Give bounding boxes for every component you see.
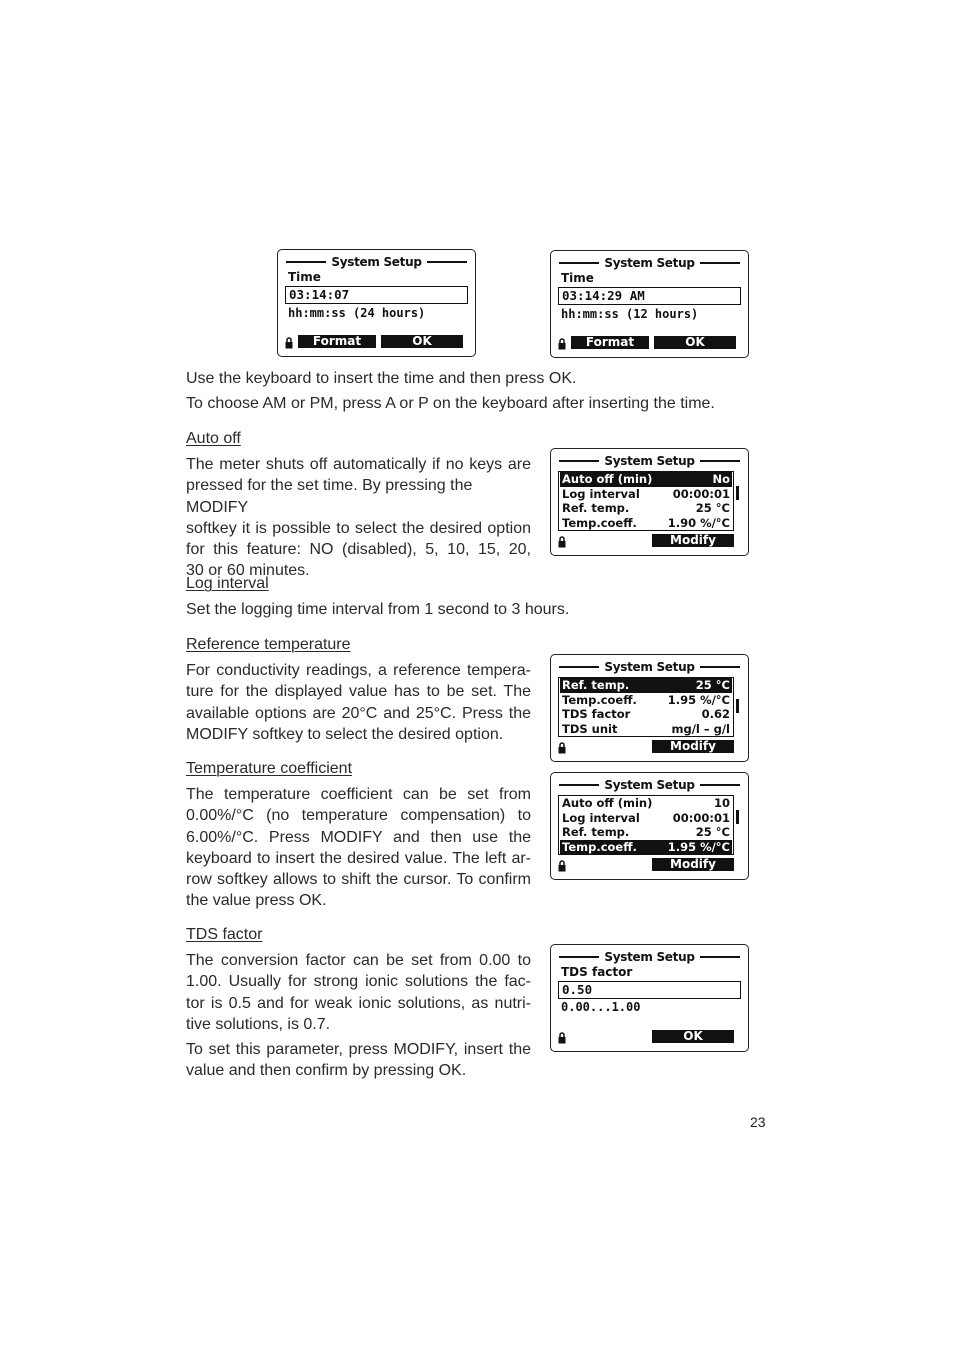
text-line: The meter shuts off automatically if no keys are [186, 456, 531, 473]
text-line: 1.00. Usually for strong ionic solutions the fac- [186, 973, 531, 991]
format-softkey[interactable]: Format [298, 335, 376, 348]
lcd-title: System Setup [604, 454, 695, 468]
text-line: value and then confirm by pressing OK. [186, 1062, 467, 1080]
list-item[interactable] [560, 501, 732, 516]
text-line: pressed for the set time. By pressing the MODIFY [186, 477, 473, 516]
lcd-temp-coeff [550, 772, 749, 880]
row-label: Temp.coeff. [562, 839, 637, 854]
lock-icon [558, 742, 566, 754]
text-line: 30 or 60 minutes. [186, 562, 310, 580]
row-value: mg/l – g/l [671, 721, 730, 736]
list-item[interactable] [560, 722, 732, 737]
list-item[interactable] [560, 825, 732, 840]
row-value: 1.90 %/°C [667, 515, 730, 530]
list-item[interactable] [560, 811, 732, 826]
lcd-field-label: Time [288, 270, 321, 284]
row-value: 25 °C [695, 825, 730, 840]
lcd-title: System Setup [604, 256, 695, 270]
row-label: Ref. temp. [562, 501, 630, 516]
row-label: Temp.coeff. [562, 692, 637, 707]
tds-factor-paragraph [186, 950, 531, 1035]
time-input[interactable]: 03:14:29 AM [558, 287, 741, 305]
lcd-title: System Setup [604, 660, 695, 674]
scrollbar [736, 486, 739, 500]
text-line: For conductivity readings, a reference tempera- [186, 662, 531, 679]
row-label: Auto off (min) [562, 796, 653, 810]
list-item[interactable] [560, 487, 732, 502]
lock-icon [285, 337, 293, 349]
text-line: the value press OK. [186, 892, 327, 910]
lock-icon [558, 536, 566, 548]
row-value: 00:00:01 [672, 486, 730, 501]
settings-list [558, 795, 734, 855]
text-line: The temperature coefficient can be set from [186, 786, 531, 803]
temp-coeff-paragraph [186, 784, 531, 912]
lcd-time-24h [277, 249, 476, 357]
lcd-field-label: Time [561, 271, 594, 285]
text-line: To set this parameter, press MODIFY, insert the [186, 1041, 531, 1058]
list-item[interactable] [560, 840, 732, 855]
text-line: row softkey allows to shift the cursor. To confirm [186, 871, 531, 889]
format-softkey[interactable]: Format [571, 336, 649, 349]
text-line: for this feature: NO (disabled), 5, 10, 15, 20, [186, 541, 531, 559]
format-hint: hh:mm:ss (12 hours) [561, 307, 699, 321]
modify-softkey[interactable]: Modify [652, 534, 734, 547]
row-label: Temp.coeff. [562, 515, 637, 530]
lock-icon [558, 1032, 566, 1044]
row-value: 10 [713, 796, 730, 810]
tds-factor-heading: TDS factor [186, 926, 263, 943]
row-label: Log interval [562, 810, 640, 825]
lock-icon [558, 338, 566, 350]
list-item[interactable] [560, 472, 732, 487]
text-line: softkey it is possible to select the desired option [186, 519, 531, 537]
lcd-auto-off [550, 448, 749, 556]
text-line: tive solutions, is 0.7. [186, 1015, 331, 1033]
row-value: No [712, 472, 730, 486]
row-value: 1.95 %/°C [667, 692, 730, 707]
time-instruction: Use the keyboard to insert the time and then press OK. [186, 370, 577, 387]
scrollbar [736, 699, 739, 713]
lcd-field-label: TDS factor [561, 965, 633, 979]
list-item[interactable] [560, 707, 732, 722]
text-line: 6.00%/°C. Press MODIFY and then use the [186, 828, 531, 846]
tds-factor-input[interactable]: 0.50 [558, 981, 741, 999]
range-hint: 0.00...1.00 [561, 1000, 641, 1014]
log-interval-heading: Log interval [186, 575, 269, 592]
tds-set-paragraph [186, 1039, 531, 1082]
list-item[interactable] [560, 678, 732, 693]
text-line: MODIFY softkey to select the desired option. [186, 725, 504, 743]
am-pm-instruction: To choose AM or PM, press A or P on the keyboard after inserting the time. [186, 395, 715, 412]
text-line: The conversion factor can be set from 0.00 to [186, 952, 531, 969]
text-line: tor is 0.5 and for weak ionic solutions, as nutri- [186, 994, 531, 1012]
row-label: Ref. temp. [562, 678, 630, 692]
text-line: keyboard to insert the desired value. The left ar- [186, 849, 531, 867]
ok-softkey[interactable]: OK [654, 336, 736, 349]
modify-softkey[interactable]: Modify [652, 740, 734, 753]
row-label: TDS factor [562, 707, 631, 722]
temp-coeff-heading: Temperature coefficient [186, 760, 353, 777]
list-item[interactable] [560, 516, 732, 531]
auto-off-heading: Auto off [186, 430, 241, 447]
ref-temp-paragraph [186, 660, 531, 745]
settings-list [558, 677, 734, 737]
row-label: TDS unit [562, 721, 618, 736]
list-item[interactable] [560, 796, 732, 811]
ok-softkey[interactable]: OK [652, 1030, 734, 1043]
text-line: available options are 20°C and 25°C. Press the [186, 704, 531, 722]
ok-softkey[interactable]: OK [381, 335, 463, 348]
lcd-ref-temp [550, 654, 749, 762]
modify-softkey[interactable]: Modify [652, 858, 734, 871]
log-interval-paragraph: Set the logging time interval from 1 second to 3 hours. [186, 601, 570, 618]
settings-list [558, 471, 734, 531]
format-hint: hh:mm:ss (24 hours) [288, 306, 426, 320]
row-label: Log interval [562, 486, 640, 501]
row-value: 00:00:01 [672, 810, 730, 825]
lcd-title: System Setup [331, 255, 422, 269]
text-line: 0.00%/°C (no temperature compensation) to [186, 807, 531, 825]
lcd-time-12h [550, 250, 749, 358]
scrollbar [736, 810, 739, 824]
lcd-tds-factor [550, 944, 749, 1052]
row-label: Auto off (min) [562, 472, 653, 486]
row-label: Ref. temp. [562, 825, 630, 840]
row-value: 1.95 %/°C [667, 839, 730, 854]
lcd-title: System Setup [604, 950, 695, 964]
lcd-title: System Setup [604, 778, 695, 792]
ref-temp-heading: Reference temperature [186, 636, 351, 653]
auto-off-paragraph [186, 454, 531, 582]
row-value: 25 °C [695, 678, 730, 692]
text-line: ture for the displayed value has to be set. The [186, 683, 531, 701]
lock-icon [558, 860, 566, 872]
time-input[interactable]: 03:14:07 [285, 286, 468, 304]
list-item[interactable] [560, 693, 732, 708]
page-number: 23 [750, 1114, 766, 1130]
row-value: 0.62 [701, 707, 730, 722]
row-value: 25 °C [695, 501, 730, 516]
